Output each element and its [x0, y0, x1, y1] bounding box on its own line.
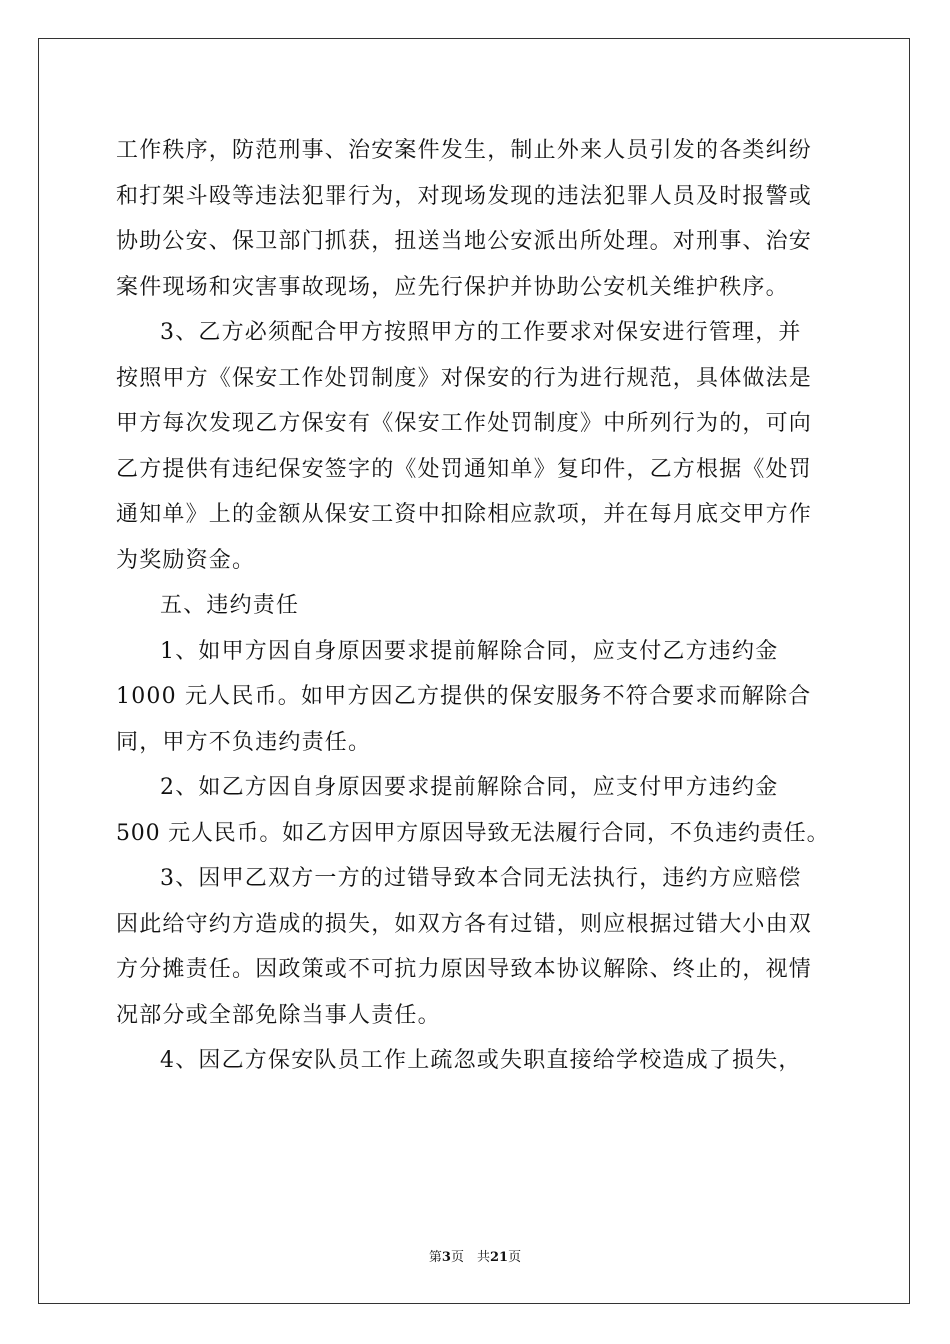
page-number-footer [0, 1246, 950, 1265]
text-line: 甲方每次发现乙方保安有《保安工作处罚制度》中所列行为的，可向 [116, 411, 813, 436]
text-line: 工作秩序，防范刑事、治安案件发生，制止外来人员引发的各类纠纷 [116, 138, 813, 163]
text-line: 和打架斗殴等违法犯罪行为，对现场发现的违法犯罪人员及时报警或 [116, 183, 813, 209]
current-page-number: 3 [441, 1250, 451, 1265]
paragraph-start-line: 4、因乙方保安队员工作上疏忽或失职直接给学校造成了损失， [160, 1048, 802, 1073]
text-line: 方分摊责任。因政策或不可抗力原因导致本协议解除、终止的，视情 [116, 957, 813, 982]
text-line: 按照甲方《保安工作处罚制度》对保安的行为进行规范，具体做法是 [116, 365, 813, 391]
paragraph-start-line: 3、因甲乙双方一方的过错导致本合同无法执行，违约方应赔偿 [160, 866, 802, 891]
text-line: 案件现场和灾害事故现场，应先行保护并协助公安机关维护秩序。 [116, 274, 789, 300]
text-line: 乙方提供有违纪保安签字的《处罚通知单》复印件，乙方根据《处罚 [116, 456, 813, 482]
text-line: 因此给守约方造成的损失，如双方各有过错，则应根据过错大小由双 [116, 911, 813, 937]
footer-suffix: 页 [508, 1250, 522, 1265]
paragraph-start-line: 2、如乙方因自身原因要求提前解除合同，应支付甲方违约金 [160, 775, 779, 800]
text-line: 况部分或全部免除当事人责任。 [116, 1002, 441, 1028]
document-body [116, 128, 832, 1084]
footer-middle: 页 共 [450, 1250, 490, 1265]
total-page-count: 21 [489, 1250, 509, 1265]
text-line: 通知单》上的金额从保安工资中扣除相应款项，并在每月底交甲方作 [116, 502, 813, 527]
section-heading: 五、违约责任 [160, 593, 300, 618]
footer-prefix: 第 [428, 1250, 442, 1265]
text-line: 500 元人民币。如乙方因甲方原因导致无法履行合同，不负违约责任。 [116, 820, 830, 846]
paragraph-start-line: 1、如甲方因自身原因要求提前解除合同，应支付乙方违约金 [160, 638, 779, 664]
text-line: 为奖励资金。 [116, 547, 256, 573]
paragraph-start-line: 3、乙方必须配合甲方按照甲方的工作要求对保安进行管理，并 [160, 320, 802, 345]
text-line: 1000 元人民币。如甲方因乙方提供的保安服务不符合要求而解除合 [116, 684, 812, 709]
text-line: 协助公安、保卫部门抓获，扭送当地公安派出所处理。对刑事、治安 [116, 229, 813, 254]
text-line: 同，甲方不负违约责任。 [116, 729, 372, 755]
